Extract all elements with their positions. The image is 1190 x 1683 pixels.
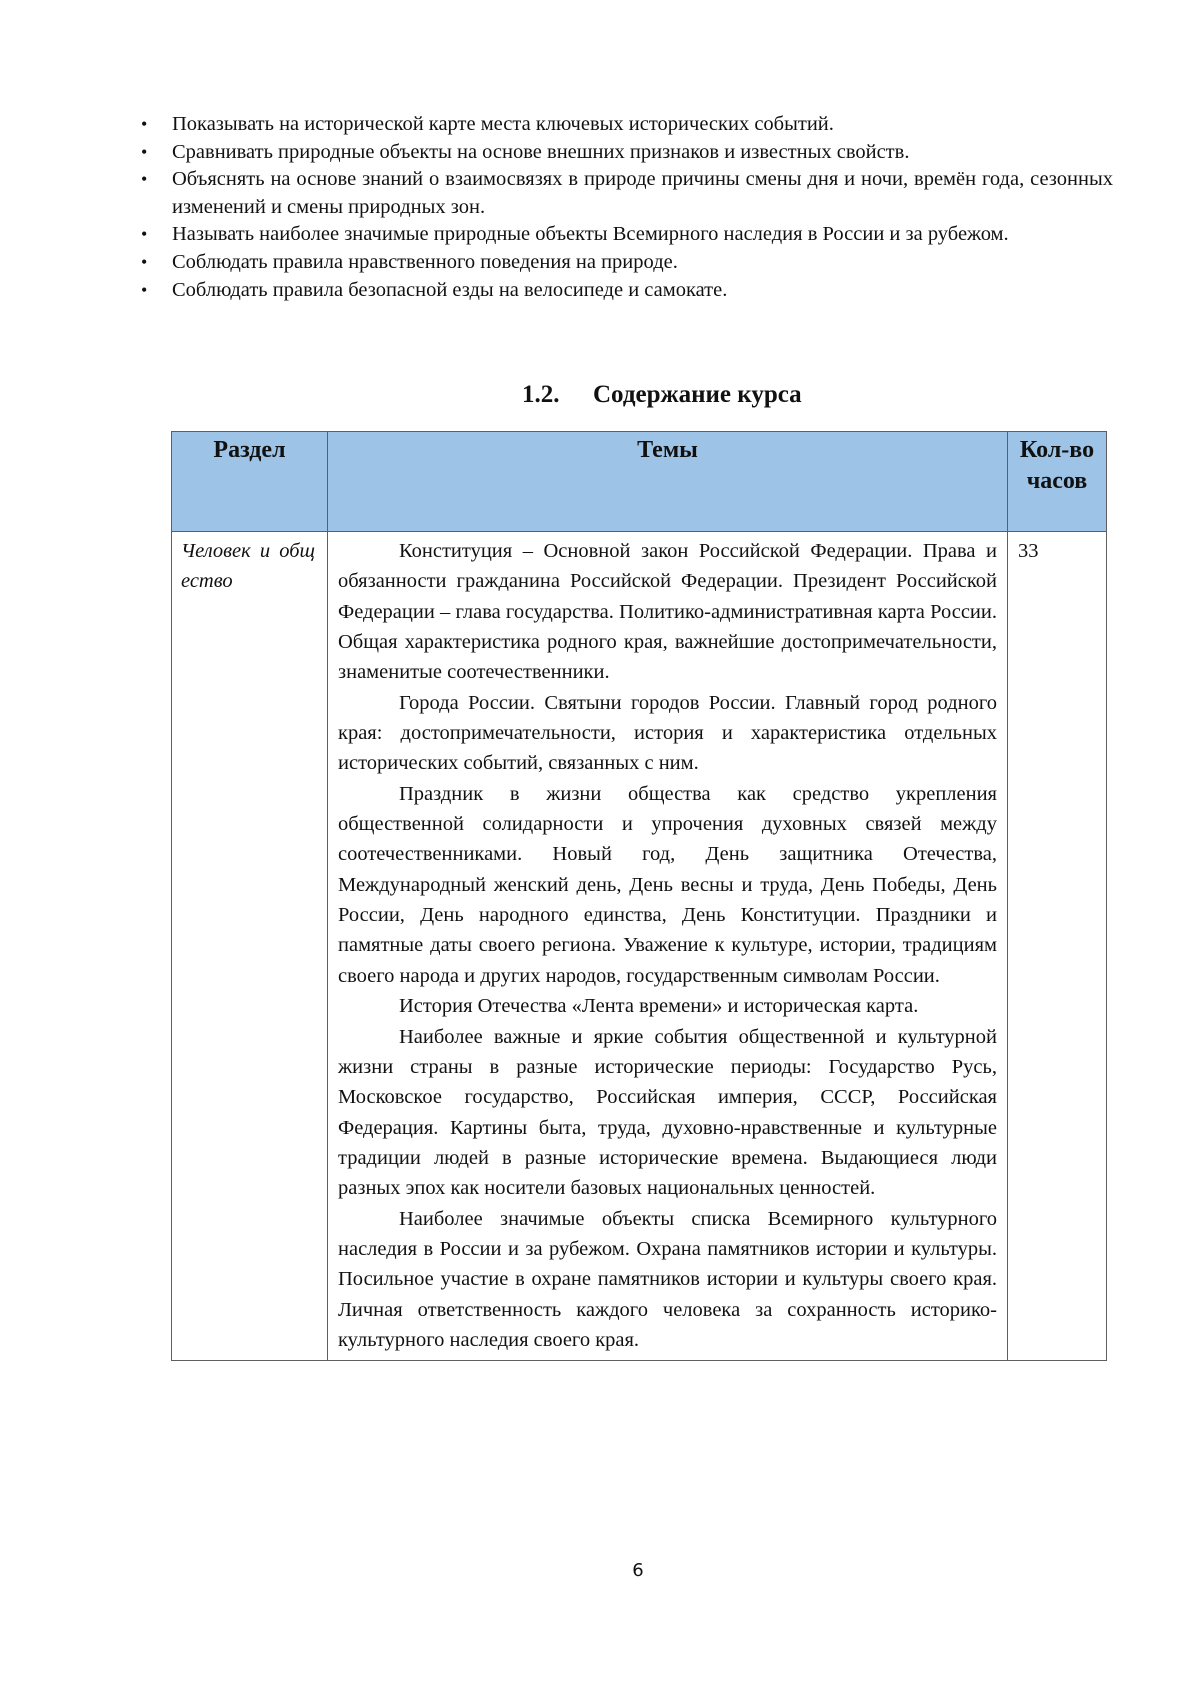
section-number: 1.2. <box>522 381 560 408</box>
bullet-icon: • <box>141 279 148 300</box>
outcomes-bullet-list <box>141 111 1113 304</box>
bullet-item <box>141 166 1113 221</box>
header-hours: Кол-во часов <box>1008 432 1107 532</box>
section-name: Человек и общество <box>181 540 315 593</box>
bullet-item <box>141 139 1113 167</box>
cell-section <box>172 532 328 1361</box>
course-content-table <box>171 431 1107 1361</box>
topic-paragraph: Праздник в жизни общества как средство укрепления общественной солидарности и упрочения духовных связей между соотечественниками. Новый год, День защитника Отечества, Международный женский день, День весны и труда, День Победы, День России, День народного единства, День Конституции. Праздники и памятные даты своего региона. Уважение к культуре, истории, традициям своего народа и других народов, государственным символам России. <box>338 782 997 987</box>
topic-paragraph: История Отечества «Лента времени» и историческая карта. <box>399 995 919 1018</box>
page-number: 6 <box>632 1560 644 1581</box>
header-section: Раздел <box>172 432 328 532</box>
bullet-item <box>141 111 1113 139</box>
topic-paragraph: Наиболее значимые объекты списка Всемирного культурного наследия в России и за рубежом. Охрана памятников истории и культуры. Посильное участие в охране памятников истории и культуры своего края. Личная ответственность каждого человека за сохранность историко-культурного наследия своего края. <box>338 1207 997 1351</box>
bullet-item <box>141 249 1113 277</box>
section-heading <box>522 379 802 411</box>
bullet-icon: • <box>141 114 148 134</box>
cell-hours: 33 <box>1008 532 1107 1361</box>
bullet-text: Называть наиболее значимые природные объекты Всемирного наследия в России и за рубежом. <box>172 223 1009 246</box>
bullet-text: Сравнивать природные объекты на основе внешних признаков и известных свойств. <box>172 140 910 163</box>
bullet-icon: • <box>141 224 148 245</box>
topic-paragraph: Города России. Святыни городов России. Главный город родного края: достопримечательности, история и характеристика отдельных исторических событий, связанных с ним. <box>338 691 997 775</box>
topic-paragraph: Конституция – Основной закон Российской Федерации. Права и обязанности гражданина Российской Федерации. Президент Российской Федерации – глава государства. Политико-административная карта России. Общая характеристика родного края, важнейшие достопримечательности, знаменитые соотечественники. <box>338 540 997 684</box>
bullet-icon: • <box>141 141 148 162</box>
bullet-text: Соблюдать правила нравственного поведения на природе. <box>172 250 678 273</box>
section-title: Содержание курса <box>593 381 802 408</box>
bullet-item <box>141 221 1113 249</box>
table-header-row <box>172 432 1107 532</box>
bullet-text: Показывать на исторической карте места ключевых исторических событий. <box>172 113 834 135</box>
bullet-text: Объяснять на основе знаний о взаимосвязях в природе причины смены дня и ночи, времён года, сезонных изменений и смены природных зон. <box>172 168 1113 218</box>
table-row <box>172 532 1107 1361</box>
topic-paragraph: Наиболее важные и яркие события общественной и культурной жизни страны в разные исторические периоды: Государство Русь, Московское государство, Российская империя, СССР, Российская Федерация. Картины быта, труда, духовно-нравственные и культурные традиции людей в разные исторические времена. Выдающиеся люди разных эпох как носители базовых национальных ценностей. <box>338 1025 997 1200</box>
bullet-item <box>141 277 1113 305</box>
bullet-text: Соблюдать правила безопасной езды на велосипеде и самокате. <box>172 278 728 301</box>
bullet-icon: • <box>141 251 148 272</box>
header-topics: Темы <box>328 432 1008 532</box>
bullet-icon: • <box>141 169 148 190</box>
cell-topics <box>328 532 1008 1361</box>
